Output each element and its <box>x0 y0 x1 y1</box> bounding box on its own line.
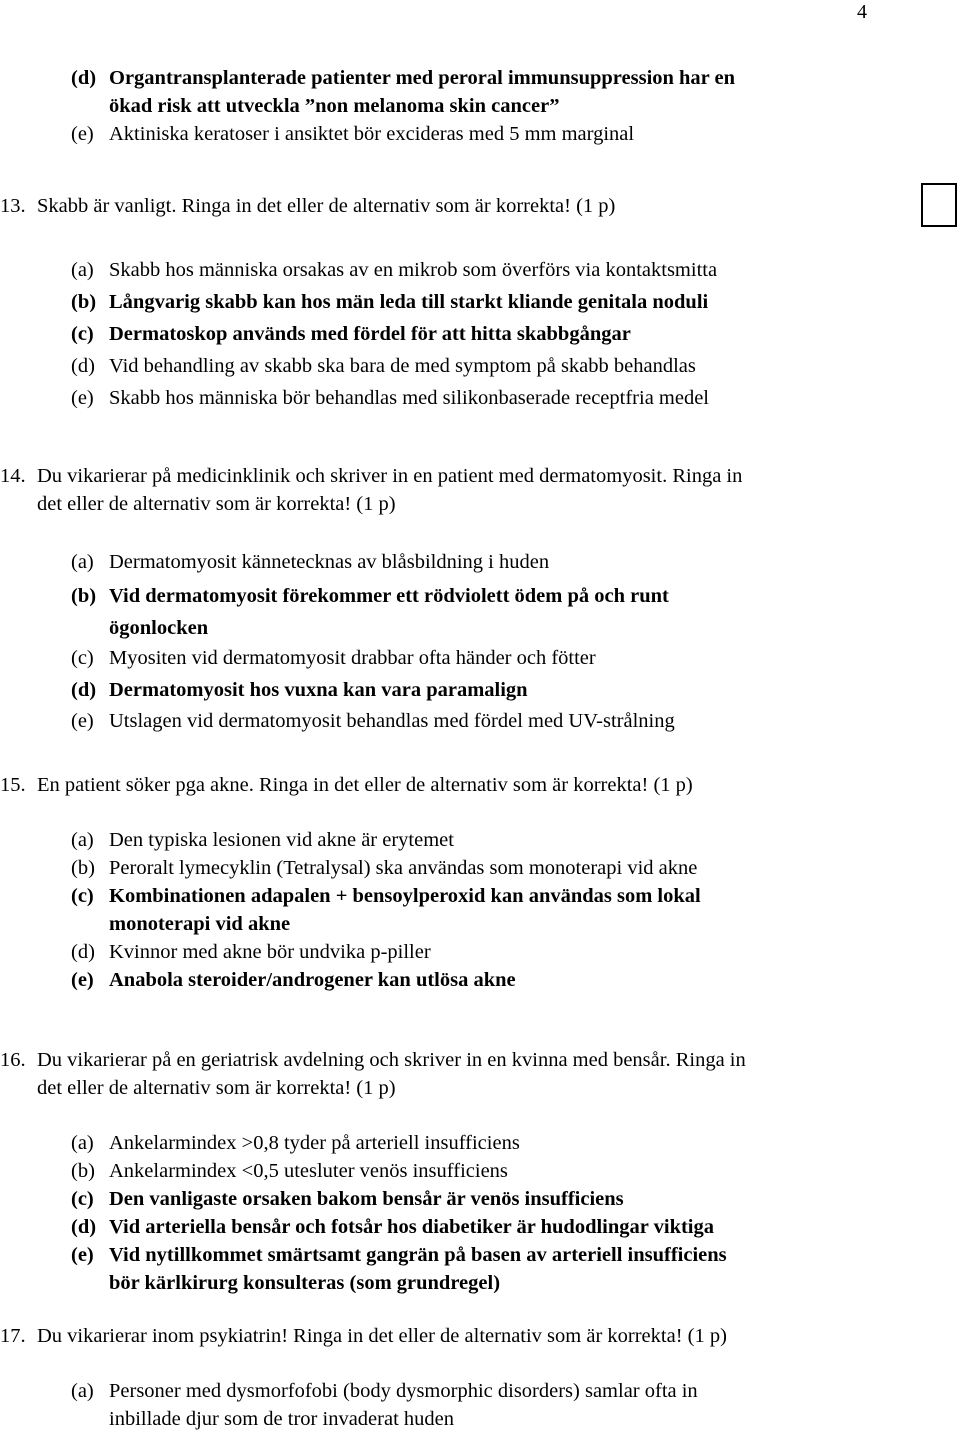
option-text: Organtransplanterade patienter med peroral immunsuppression har en <box>109 67 736 89</box>
question-16-options <box>0 1129 900 1297</box>
option-text: Skabb hos människa bör behandlas med silikonbaserade receptfria medel <box>109 387 710 409</box>
option-text: Långvarig skabb kan hos män leda till starkt kliande genitala noduli <box>109 291 709 313</box>
option-text: Peroralt lymecyklin (Tetralysal) ska användas som monoterapi vid akne <box>109 857 698 879</box>
question-17-options <box>0 1377 900 1433</box>
option-text: Vid arteriella bensår och fotsår hos diabetiker är hudodlingar viktiga <box>109 1216 714 1238</box>
option-letter: (e) <box>71 387 94 409</box>
option-letter: (b) <box>71 1160 95 1182</box>
option-14e[interactable] <box>0 707 900 739</box>
option-letter: (b) <box>71 585 97 607</box>
question-13 <box>0 192 900 220</box>
option-letter: (a) <box>71 259 94 281</box>
option-text: Ankelarmindex <0,5 utesluter venös insufficiens <box>109 1160 508 1182</box>
option-13d[interactable] <box>0 352 900 384</box>
option-text: Den typiska lesionen vid akne är erytemet <box>109 829 454 851</box>
option-letter: (a) <box>71 1132 94 1154</box>
option-text-cont: ökad risk att utveckla ”non melanoma skin cancer” <box>109 95 560 117</box>
option-16c[interactable] <box>0 1185 900 1213</box>
option-16e[interactable] <box>0 1241 900 1297</box>
option-letter: (e) <box>71 123 94 145</box>
option-letter: (b) <box>71 291 97 313</box>
option-14a[interactable] <box>0 548 900 580</box>
option-text: Utslagen vid dermatomyosit behandlas med fördel med UV-strålning <box>109 710 675 732</box>
question-text: Du vikarierar inom psykiatrin! Ringa in det eller de alternativ som är korrekta! (1 p) <box>37 1325 727 1347</box>
option-text: Dermatomyosit kännetecknas av blåsbildning i huden <box>109 551 550 573</box>
option-14d[interactable] <box>0 676 900 707</box>
question-16 <box>0 1046 900 1102</box>
page-number: 4 <box>857 1 867 23</box>
option-text-cont: monoterapi vid akne <box>109 913 291 935</box>
option-14b[interactable] <box>0 580 900 644</box>
question-15-stem <box>0 771 900 799</box>
option-letter: (a) <box>71 551 94 573</box>
option-letter: (d) <box>71 941 95 963</box>
option-text: Anabola steroider/androgener kan utlösa akne <box>109 969 516 991</box>
option-letter: (c) <box>71 647 94 669</box>
option-17a[interactable] <box>0 1377 900 1433</box>
question-14-options <box>0 548 900 739</box>
option-text: Skabb hos människa orsakas av en mikrob som överförs via kontaktsmitta <box>109 259 718 281</box>
option-15b[interactable] <box>0 854 900 882</box>
question-15-options <box>0 826 900 994</box>
option-13c[interactable] <box>0 320 900 352</box>
option-letter: (b) <box>71 857 95 879</box>
option-16d[interactable] <box>0 1213 900 1241</box>
option-text: Myositen vid dermatomyosit drabbar ofta händer och fötter <box>109 647 596 669</box>
option-text: Vid behandling av skabb ska bara de med symptom på skabb behandlas <box>109 355 696 377</box>
option-letter: (c) <box>71 1188 94 1210</box>
option-15c[interactable] <box>0 882 900 938</box>
question-number: 14. <box>0 465 26 487</box>
option-letter: (d) <box>71 679 97 701</box>
question-15 <box>0 771 900 799</box>
question-text: Skabb är vanligt. Ringa in det eller de alternativ som är korrekta! (1 p) <box>37 195 616 217</box>
option-13b[interactable] <box>0 288 900 320</box>
question-number: 16. <box>0 1049 26 1071</box>
option-15a[interactable] <box>0 826 900 854</box>
question-17-stem <box>0 1322 900 1350</box>
question-17 <box>0 1322 900 1350</box>
option-text: Ankelarmindex >0,8 tyder på arteriell insufficiens <box>109 1132 520 1154</box>
question-text-cont: det eller de alternativ som är korrekta! (1 p) <box>37 1077 396 1099</box>
option-14c[interactable] <box>0 644 900 676</box>
option-letter: (e) <box>71 710 94 732</box>
question-text: En patient söker pga akne. Ringa in det eller de alternativ som är korrekta! (1 p) <box>37 774 693 796</box>
option-letter: (a) <box>71 829 94 851</box>
option-15d[interactable] <box>0 938 900 966</box>
option-letter: (a) <box>71 1380 94 1402</box>
option-text-cont: inbillade djur som de tror invaderat huden <box>109 1408 454 1430</box>
option-letter: (c) <box>71 885 94 907</box>
question-12-tail <box>0 64 900 148</box>
option-text: Aktiniska keratoser i ansiktet bör excideras med 5 mm marginal <box>109 123 635 145</box>
question-16-stem <box>0 1046 900 1102</box>
option-text-cont: bör kärlkirurg konsulteras (som grundregel) <box>109 1272 501 1294</box>
option-text-cont: ögonlocken <box>109 617 209 639</box>
option-text: Dermatomyosit hos vuxna kan vara paramalign <box>109 679 528 701</box>
question-14 <box>0 462 900 518</box>
option-12d <box>0 64 900 120</box>
option-13e[interactable] <box>0 384 900 416</box>
answer-box[interactable] <box>921 183 957 227</box>
question-14-stem <box>0 462 900 518</box>
question-number: 13. <box>0 195 26 217</box>
option-text: Kvinnor med akne bör undvika p-piller <box>109 941 431 963</box>
question-text: Du vikarierar på en geriatrisk avdelning och skriver in en kvinna med bensår. Ringa in <box>37 1049 746 1071</box>
question-text-cont: det eller de alternativ som är korrekta! (1 p) <box>37 493 396 515</box>
option-text: Dermatoskop används med fördel för att hitta skabbgångar <box>109 323 631 345</box>
option-letter: (d) <box>71 1216 97 1238</box>
option-12e <box>0 120 900 148</box>
option-letter: (d) <box>71 67 97 89</box>
question-number: 15. <box>0 774 26 796</box>
option-text: Den vanligaste orsaken bakom bensår är venös insufficiens <box>109 1188 624 1210</box>
option-letter: (c) <box>71 323 94 345</box>
option-letter: (d) <box>71 355 95 377</box>
option-text: Vid dermatomyosit förekommer ett rödviolett ödem på och runt <box>109 585 669 607</box>
question-13-stem <box>0 192 900 220</box>
option-text: Kombinationen adapalen + bensoylperoxid kan användas som lokal <box>109 885 701 907</box>
option-16b[interactable] <box>0 1157 900 1185</box>
option-16a[interactable] <box>0 1129 900 1157</box>
option-15e[interactable] <box>0 966 900 994</box>
question-13-options <box>0 256 900 416</box>
option-text: Vid nytillkommet smärtsamt gangrän på basen av arteriell insufficiens <box>109 1244 727 1266</box>
question-number: 17. <box>0 1325 26 1347</box>
option-13a[interactable] <box>0 256 900 288</box>
option-letter: (e) <box>71 1244 94 1266</box>
question-text: Du vikarierar på medicinklinik och skriver in en patient med dermatomyosit. Ringa in <box>37 465 743 487</box>
option-text: Personer med dysmorfofobi (body dysmorphic disorders) samlar ofta in <box>109 1380 698 1402</box>
option-letter: (e) <box>71 969 94 991</box>
